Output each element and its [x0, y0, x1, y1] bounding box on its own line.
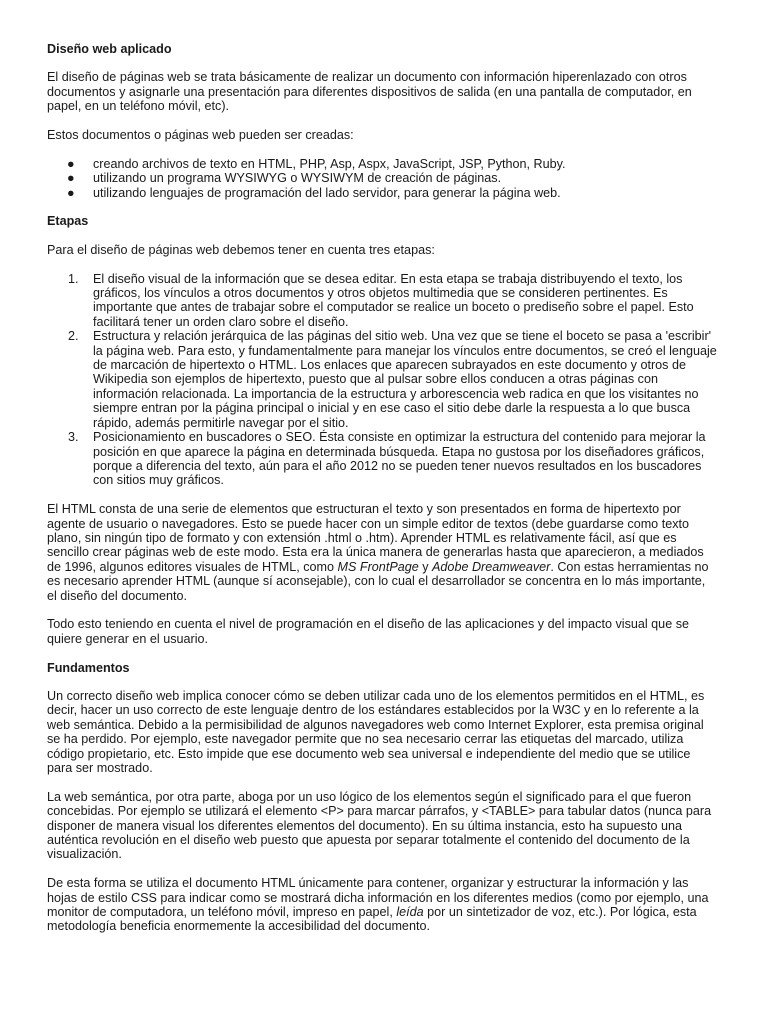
- italic-term: Adobe Dreamweaver: [432, 559, 551, 574]
- list-item-text: utilizando un programa WYSIWYG o WYSIWYM de creación de páginas.: [93, 171, 502, 186]
- etapas-list: [47, 272, 717, 488]
- text-run: De esta forma se utiliza el documento HTML únicamente para contener, organizar y estructurar la información y las hojas de estilo CSS para indicar como se mostrará dicha información en los diferentes medios (como por ejemplo, una monitor de computadora, un teléfono móvil, impreso en papel,: [47, 876, 709, 920]
- html-paragraph: [47, 502, 717, 603]
- list-item: [47, 329, 717, 430]
- list-item: [47, 272, 717, 330]
- list-number: 2.: [68, 329, 79, 344]
- section-heading-etapas: Etapas: [47, 214, 89, 229]
- list-item: [47, 186, 717, 200]
- list-item-text: Posicionamiento en buscadores o SEO. Ésta consiste en optimizar la estructura del contenido para mejorar la posición en que aparece la página en determinada búsqueda. Etapa no gustosa por los diseñadores gráficos, porque a diferencia del texto, aún para el año 2012 no se pueden tener nuevos resultados en los buscadores con sitios muy gráficos.: [93, 430, 706, 488]
- list-item: [47, 171, 717, 185]
- italic-term: MS FrontPage: [337, 559, 419, 574]
- fundamentos-paragraph-3: [47, 876, 717, 934]
- list-number: 3.: [68, 430, 79, 445]
- creation-methods-list: [47, 157, 717, 200]
- list-number: 1.: [68, 271, 79, 286]
- text-run: . Con estas herramientas no es necesario aprender HTML (aunque sí aconsejable), con lo cual el desarrollador se concentra en lo más importante, el diseño del documento.: [47, 559, 709, 603]
- list-item-text: creando archivos de texto en HTML, PHP, Asp, Aspx, JavaScript, JSP, Python, Ruby.: [93, 156, 566, 171]
- bullet-icon: ●: [67, 156, 75, 171]
- list-item-text: El diseño visual de la información que se desea editar. En esta etapa se trabaja distribuyendo el texto, los gráficos, los vínculos a otros documentos y otros objetos multimedia que se consideren pertinentes. Es importante que antes de trabajar sobre el computador se realice un boceto o prediseño sobre el papel. Esto facilitará tener un orden claro sobre el diseño.: [93, 271, 694, 329]
- italic-term: leída: [396, 905, 424, 920]
- list-item: [47, 157, 717, 171]
- text-run: El HTML consta de una serie de elementos que estructuran el texto y son presentados en forma de hipertexto por agente de usuario o navegadores. Esto se puede hacer con un simple editor de textos (debe guardarse como texto plano, sin ningún tipo de formato y con extensión .html o .htm). Aprender HTML es relativamente fácil, así que es sencillo crear páginas web de este modo. Esta era la única manera de generarlas hasta que aparecieron, a mediados de 1996, algunos editores visuales de HTML, como: [47, 502, 704, 574]
- document-page: [47, 42, 717, 948]
- fundamentos-paragraph-1: Un correcto diseño web implica conocer cómo se deben utilizar cada uno de los elementos permitidos en el HTML, es decir, hacer un uso correcto de este lenguaje dentro de los estándares establecidos por la W3C y en lo referente a la web semántica. Debido a la permisibilidad de algunos navegadores web como Internet Explorer, esta premisa original se ha perdido. Por ejemplo, este navegador permite que no sea necesario cerrar las etiquetas del marcado, utiliza código propietario, etc. Esto impide que ese documento web sea universal e independiente del medio que se utilice para ser mostrado.: [47, 688, 705, 775]
- text-run: y: [418, 559, 433, 574]
- intro-paragraph: El diseño de páginas web se trata básicamente de realizar un documento con información hiperenlazado con otros documentos y asignarle una presentación para diferentes dispositivos de salida (en una pantalla de computador, en papel, en un teléfono móvil, etc).: [47, 70, 692, 114]
- bullet-icon: ●: [67, 171, 75, 186]
- list-item-text: utilizando lenguajes de programación del lado servidor, para generar la página web.: [93, 185, 561, 200]
- section-heading-fundamentos: Fundamentos: [47, 660, 130, 675]
- list-item: [47, 430, 717, 488]
- fundamentos-paragraph-2: La web semántica, por otra parte, aboga por un uso lógico de los elementos según el significado para el que fueron concebidas. Por ejemplo se utilizará el elemento <P> para marcar párrafos, y <TABLE> para tabular datos (nunca para disponer de manera visual los diferentes elementos del documento). En su última instancia, esto ha supuesto una auténtica revolución en el diseño web puesto que apuesta por separar totalmente el contenido del documento de la visualización.: [47, 789, 712, 862]
- bullet-icon: ●: [67, 185, 75, 200]
- creation-methods-lead: Estos documentos o páginas web pueden ser creadas:: [47, 128, 354, 143]
- closing-paragraph: Todo esto teniendo en cuenta el nivel de programación en el diseño de las aplicaciones y del impacto visual que se quiere generar en el usuario.: [47, 617, 689, 646]
- text-run: por un sintetizador de voz, etc.). Por lógica, esta metodología beneficia enormemente la accesibilidad del documento.: [47, 905, 697, 934]
- list-item-text: Estructura y relación jerárquica de las páginas del sitio web. Una vez que se tiene el boceto se pasa a 'escribir' la página web. Para esto, y fundamentalmente para manejar los vínculos entre documentos, se creó el lenguaje de marcación de hipertexto o HTML. Los enlaces que aparecen subrayados en este documento y otros de Wikipedia son ejemplos de hipertexto, puesto que al pulsar sobre ellos conducen a otras páginas con información relacionada. La importancia de la estructura y arborescencia web radica en que los visitantes no siempre entran por la página principal o inicial y en ese caso el sitio debe darle la respuesta a lo que busca rápido, además permitirle navegar por el sitio.: [93, 329, 717, 430]
- section-heading-diseno-web-aplicado: Diseño web aplicado: [47, 42, 172, 56]
- etapas-lead: Para el diseño de páginas web debemos tener en cuenta tres etapas:: [47, 242, 435, 257]
